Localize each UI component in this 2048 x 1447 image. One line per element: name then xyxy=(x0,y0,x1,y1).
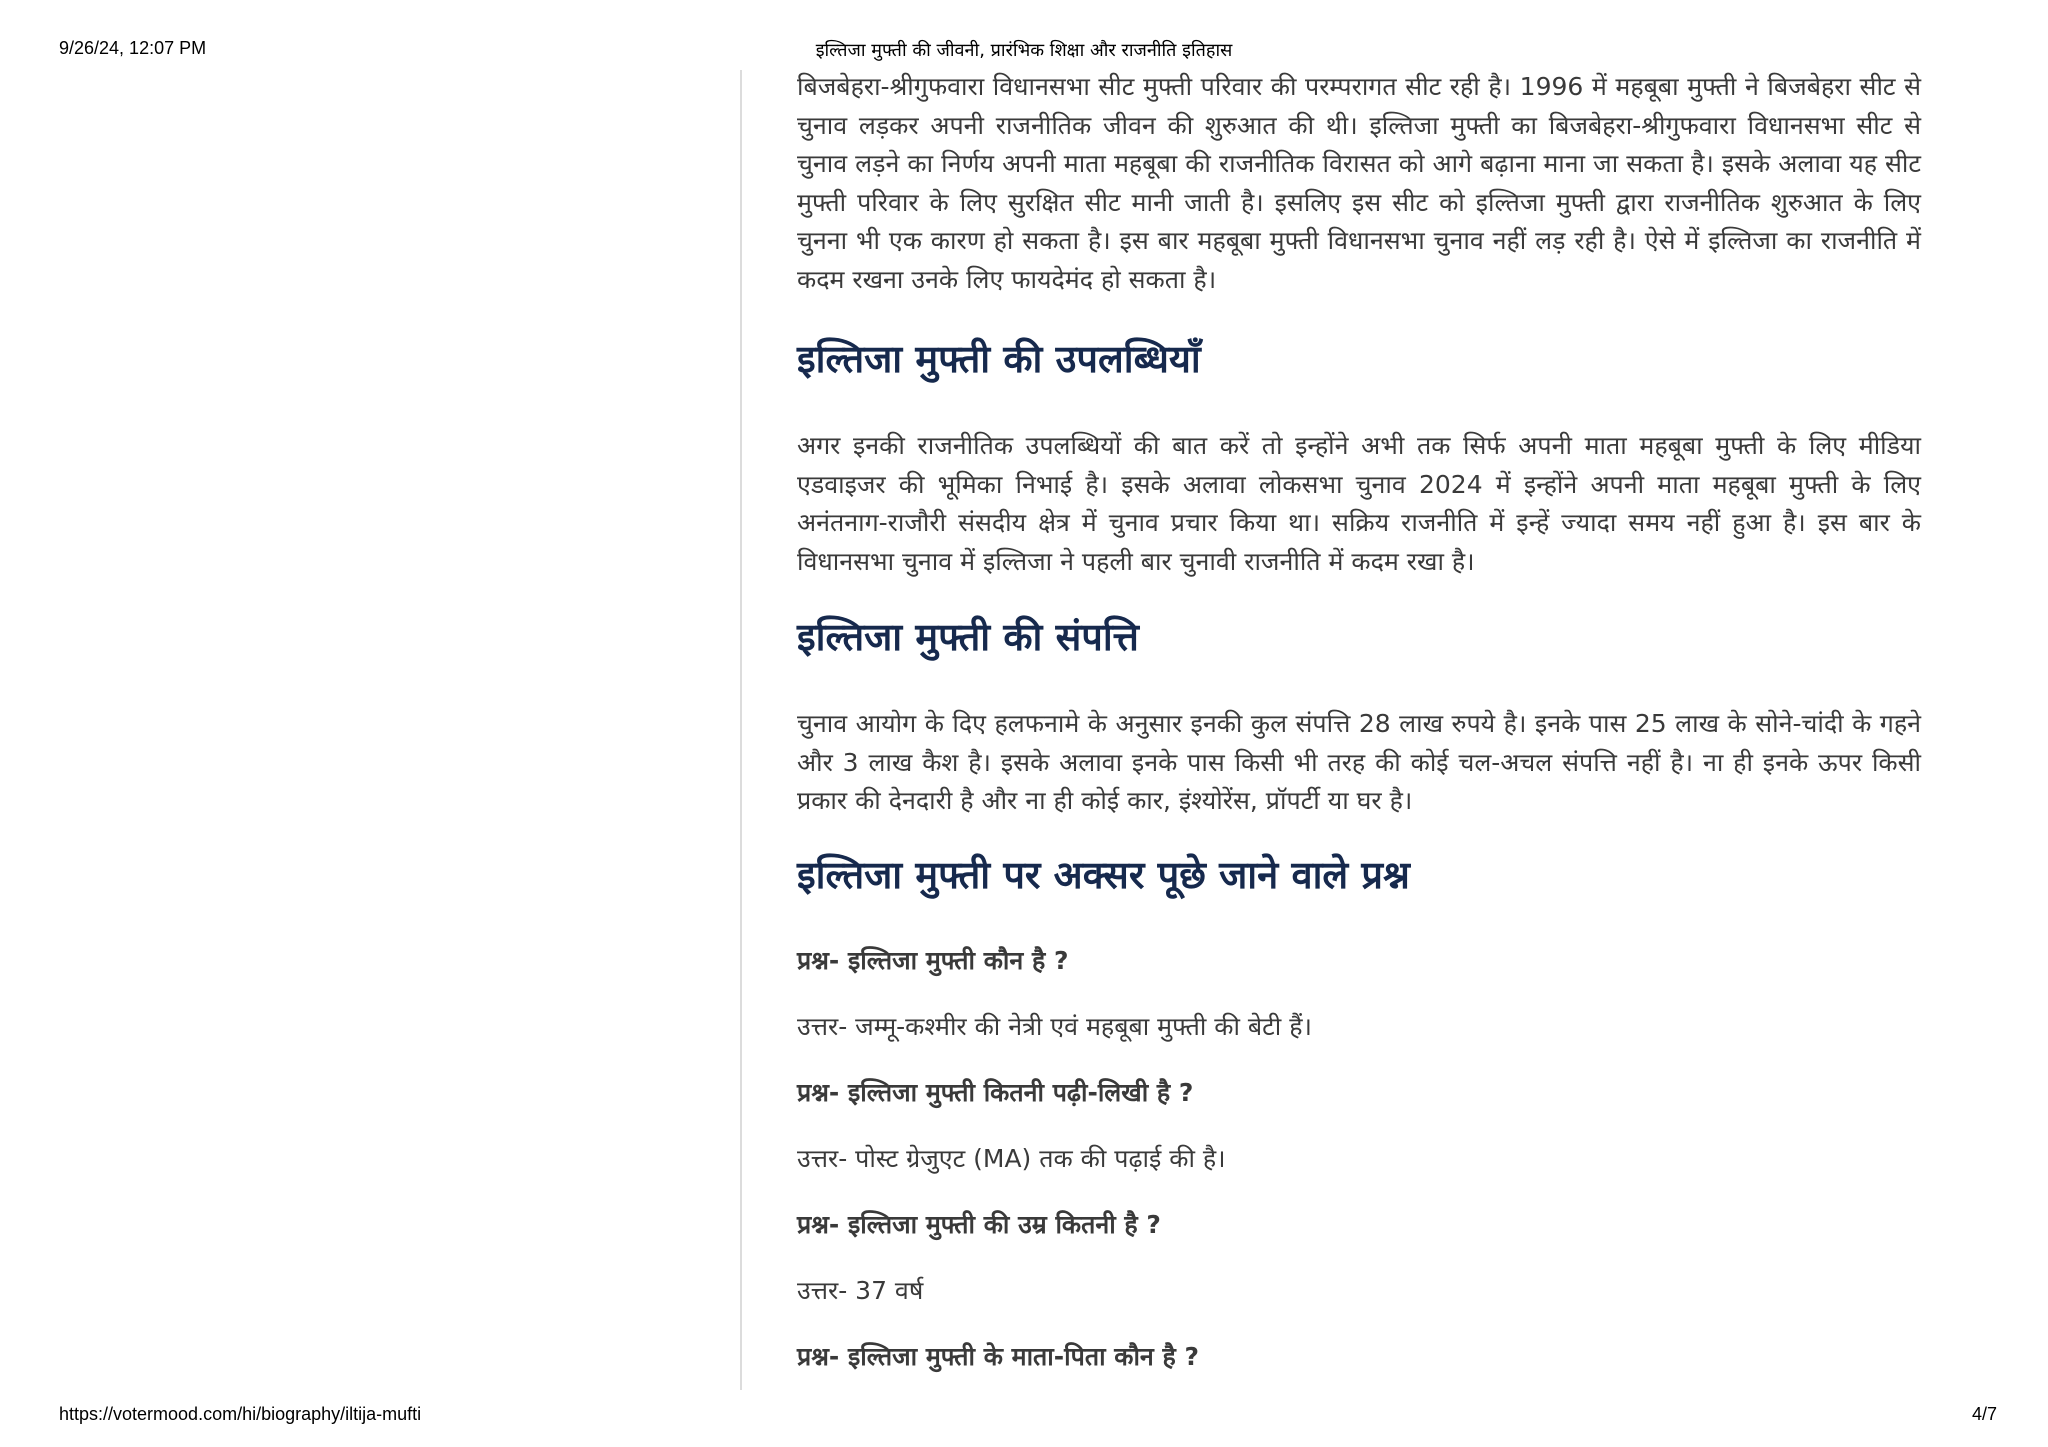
faq-answer: उत्तर- 37 वर्ष xyxy=(797,1275,924,1305)
article-content xyxy=(797,68,1921,1375)
faq-answer: उत्तर- जम्मू-कश्मीर की नेत्री एवं महबूबा मुफ्ती की बेटी हैं। xyxy=(797,1011,1312,1041)
faq-list xyxy=(797,943,1921,1375)
intro-paragraph: बिजबेहरा-श्रीगुफवारा विधानसभा सीट मुफ्ती परिवार की परम्परागत सीट रही है। 1996 में महबूबा मुफ्ती ने बिजबेहरा सीट से चुनाव लड़कर अपनी राजनीतिक जीवन की शुरुआत की थी। इल्तिजा मुफ्ती का बिजबेहरा-श्रीगुफवारा विधानसभा सीट से चुनाव लड़ने का निर्णय अपनी माता महबूबा की राजनीतिक विरासत को आगे बढ़ाना माना जा सकता है। इसके अलावा यह सीट मुफ्ती परिवार के लिए सुरक्षित सीट मानी जाती है। इसलिए इस सीट को इल्तिजा मुफ्ती द्वारा राजनीतिक शुरुआत के लिए चुनना भी एक कारण हो सकता है। इस बार महबूबा मुफ्ती विधानसभा चुनाव नहीं लड़ रही है। ऐसे में इल्तिजा का राजनीति में कदम रखना उनके लिए फायदेमंद हो सकता है। xyxy=(797,72,1921,294)
achievements-heading: इल्तिजा मुफ्ती की उपलब्धियाँ xyxy=(797,337,1201,381)
print-page-number: 4/7 xyxy=(1971,1404,1997,1424)
faq-answer: उत्तर- पोस्ट ग्रेजुएट (MA) तक की पढ़ाई की है। xyxy=(797,1143,1226,1173)
left-divider xyxy=(740,70,742,1390)
faq-question: प्रश्न- इल्तिजा मुफ्ती कौन है ? xyxy=(797,945,1069,975)
faq-question: प्रश्न- इल्तिजा मुफ्ती के माता-पिता कौन है ? xyxy=(797,1341,1199,1371)
property-heading: इल्तिजा मुफ्ती की संपत्ति xyxy=(797,615,1139,659)
achievements-paragraph: अगर इनकी राजनीतिक उपलब्धियों की बात करें तो इन्होंने अभी तक सिर्फ अपनी माता महबूबा मुफ्ती के लिए मीडिया एडवाइजर की भूमिका निभाई है। इसके अलावा लोकसभा चुनाव 2024 में इन्होंने अपनी माता महबूबा मुफ्ती के लिए अनंतनाग-राजौरी संसदीय क्षेत्र में चुनाव प्रचार किया था। सक्रिय राजनीति में इन्हें ज्यादा समय नहीं हुआ है। इस बार के विधानसभा चुनाव में इल्तिजा ने पहली बार चुनावी राजनीति में कदम रखा है। xyxy=(797,431,1921,576)
print-page-title: इल्तिजा मुफ्ती की जीवनी, प्रारंभिक शिक्षा और राजनीति इतिहास xyxy=(815,40,1233,61)
property-paragraph: चुनाव आयोग के दिए हलफनामे के अनुसार इनकी कुल संपत्ति 28 लाख रुपये है। इनके पास 25 लाख के सोने-चांदी के गहने और 3 लाख कैश है। इसके अलावा इनके पास किसी भी तरह की कोई चल-अचल संपत्ति नहीं है। ना ही इनके ऊपर किसी प्रकार की देनदारी है और ना ही कोई कार, इंश्योरेंस, प्रॉपर्टी या घर है। xyxy=(797,709,1921,815)
faq-heading: इल्तिजा मुफ्ती पर अक्सर पूछे जाने वाले प्रश्न xyxy=(797,852,1410,897)
print-url[interactable]: https://votermood.com/hi/biography/iltija-mufti xyxy=(59,1404,422,1424)
faq-question: प्रश्न- इल्तिजा मुफ्ती कितनी पढ़ी-लिखी है ? xyxy=(797,1077,1194,1107)
print-date: 9/26/24, 12:07 PM xyxy=(59,38,207,58)
faq-question: प्रश्न- इल्तिजा मुफ्ती की उम्र कितनी है ? xyxy=(797,1209,1161,1239)
